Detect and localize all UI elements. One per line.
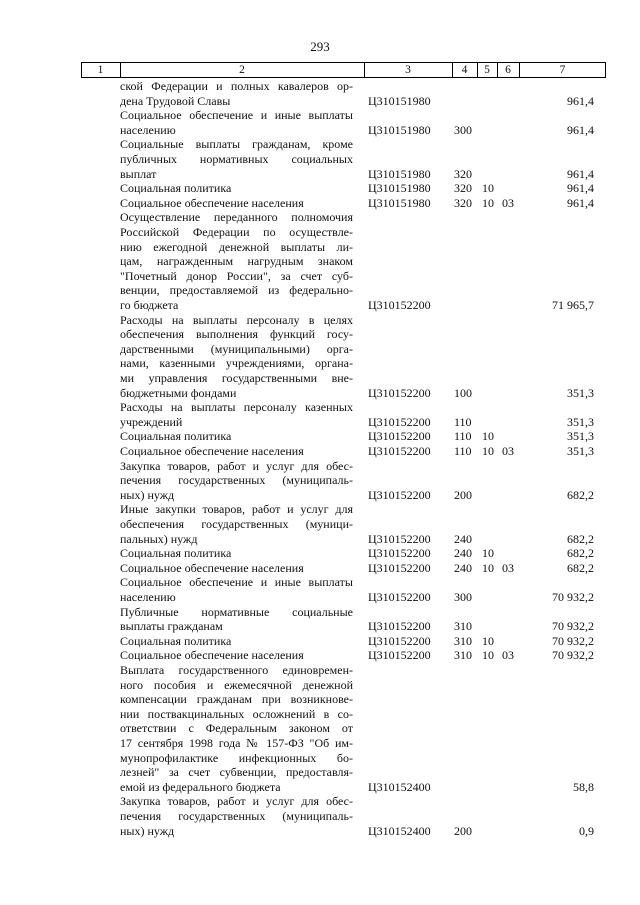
row-expense-type: 110 [454, 429, 472, 444]
row-description [120, 648, 353, 663]
row-description [120, 429, 353, 444]
row-description [120, 634, 353, 649]
row-subsection: 03 [502, 560, 514, 575]
page-number: 293 [310, 39, 330, 54]
row-description [120, 546, 353, 561]
table-row [0, 181, 640, 196]
row-code: Ц310152200 [368, 429, 431, 444]
table-row [0, 546, 640, 561]
row-amount: 682,2 [567, 487, 594, 502]
row-code: Ц310151980 [368, 181, 431, 196]
row-expense-type: 110 [454, 444, 472, 458]
row-amount: 70 932,2 [552, 589, 594, 604]
column-header-1: 1 [97, 64, 104, 76]
description-line: "Почетный донор России", за счет суб- [120, 268, 353, 283]
table-row [0, 137, 640, 181]
row-description [120, 108, 353, 137]
row-amount: 961,4 [567, 122, 594, 137]
description-line: Социальное обеспечение населения [120, 560, 304, 575]
row-expense-type: 320 [454, 195, 472, 210]
description-line: Социальная политика [120, 429, 232, 444]
row-code: Ц310152200 [368, 487, 431, 502]
row-code: Ц310151980 [368, 195, 431, 210]
row-code: Ц310152200 [368, 414, 431, 429]
row-description [120, 79, 353, 108]
description-line: Закупка товаров, работ и услуг для обес- [120, 794, 353, 809]
description-line: выплат [120, 166, 157, 181]
description-line: ного пособия и ежемесячной денежной [120, 677, 353, 692]
row-section: 10 [482, 195, 494, 210]
row-expense-type: 240 [454, 546, 472, 561]
table-row [0, 313, 640, 401]
row-description [120, 459, 353, 503]
row-amount: 961,4 [567, 181, 594, 196]
row-amount: 961,4 [567, 93, 594, 108]
table-row [0, 429, 640, 444]
row-section: 10 [482, 560, 494, 575]
table-row [0, 79, 640, 108]
column-divider [120, 62, 121, 78]
column-divider [364, 62, 365, 78]
description-line: населению [120, 122, 176, 137]
row-code: Ц310152200 [368, 385, 431, 400]
row-amount: 351,3 [567, 414, 594, 429]
column-divider [519, 62, 520, 78]
description-line: Социальная политика [120, 546, 232, 561]
column-header-4: 4 [461, 64, 468, 76]
row-description [120, 502, 353, 546]
column-divider [497, 62, 498, 78]
row-expense-type: 200 [454, 823, 472, 838]
row-expense-type: 200 [454, 487, 472, 502]
row-description [120, 137, 353, 181]
row-amount: 961,4 [567, 195, 594, 210]
row-expense-type: 300 [454, 122, 472, 137]
row-amount: 351,3 [567, 444, 594, 458]
description-line: Российской Федерации по осуществле- [120, 224, 353, 239]
description-line: 17 сентября 1998 года № 157-ФЗ "Об им- [120, 735, 353, 750]
row-subsection: 03 [502, 195, 514, 210]
description-line: Осуществление переданного полномочия [120, 210, 353, 225]
description-line: Выплата государственного единовремен- [120, 663, 353, 677]
description-line: мунопрофилактике инфекционных бо- [120, 750, 353, 765]
row-description [120, 605, 353, 634]
description-line: выплаты гражданам [120, 619, 223, 634]
description-line: Социальное обеспечение населения [120, 195, 304, 210]
row-amount: 58,8 [573, 779, 594, 794]
description-line: нии поствакцинальных осложнений в со- [120, 706, 353, 721]
column-divider [477, 62, 478, 78]
row-section: 10 [482, 546, 494, 561]
row-expense-type: 240 [454, 560, 472, 575]
column-header-5: 5 [484, 64, 490, 76]
table-row [0, 196, 640, 211]
row-section: 10 [482, 648, 494, 663]
description-line: публичных нормативных социальных [120, 151, 353, 166]
row-code: Ц310152200 [368, 444, 431, 458]
description-line: Социальное обеспечение и иные выплаты [120, 108, 353, 123]
description-line: пальных) нужд [120, 531, 198, 546]
table-row [0, 648, 640, 663]
description-line: ных) нужд [120, 487, 175, 502]
row-section: 10 [482, 181, 494, 196]
description-line: Иные закупки товаров, работ и услуг для [120, 502, 353, 517]
row-description [120, 196, 353, 211]
column-header-3: 3 [405, 64, 411, 76]
row-code: Ц310151980 [368, 166, 431, 181]
description-line: Социальная политика [120, 633, 232, 648]
description-line: Расходы на выплаты персоналу казенных [120, 400, 353, 415]
table-row [0, 210, 640, 312]
row-amount: 682,2 [567, 531, 594, 546]
row-code: Ц310152200 [368, 546, 431, 561]
row-amount: 682,2 [567, 546, 594, 561]
row-amount: 351,3 [567, 385, 594, 400]
row-section: 10 [482, 633, 494, 648]
description-line: венции, предоставляемой из федерально- [120, 283, 353, 298]
row-description [120, 210, 353, 312]
row-description [120, 400, 353, 429]
row-code: Ц310152200 [368, 297, 431, 312]
description-line: цам, награжденным нагрудным знаком [120, 254, 353, 269]
row-expense-type: 320 [454, 181, 472, 196]
description-line: ми управления государственными вне- [120, 370, 353, 385]
description-line: дена Трудовой Славы [120, 93, 231, 108]
row-code: Ц310151980 [368, 93, 431, 108]
column-header-7: 7 [559, 64, 566, 76]
row-code: Ц310152400 [368, 823, 431, 838]
row-amount: 70 932,2 [552, 619, 594, 634]
table-row [0, 794, 640, 838]
description-line: обеспечения выполнения функций госу- [120, 327, 353, 342]
column-header-2: 2 [239, 64, 245, 76]
description-line: Социальная политика [120, 181, 232, 196]
table-row [0, 459, 640, 503]
column-divider [81, 62, 82, 78]
description-line: Социальные выплаты гражданам, кроме [120, 137, 353, 152]
description-line: ской Федерации и полных кавалеров ор- [120, 79, 353, 93]
row-expense-type: 100 [454, 385, 472, 400]
row-code: Ц310152200 [368, 648, 431, 663]
table-row [0, 108, 640, 137]
row-code: Ц310152200 [368, 633, 431, 648]
table-row [0, 575, 640, 604]
table-row [0, 444, 640, 459]
table-row [0, 561, 640, 576]
description-line: учреждений [120, 414, 183, 429]
row-expense-type: 300 [454, 589, 472, 604]
table-row [0, 663, 640, 794]
row-amount: 71 965,7 [552, 297, 594, 312]
row-expense-type: 310 [454, 619, 472, 634]
row-amount: 351,3 [567, 429, 594, 444]
row-expense-type: 310 [454, 633, 472, 648]
table-row [0, 605, 640, 634]
description-line: Публичные нормативные социальные [120, 604, 353, 619]
description-line: компенсации гражданам при возникнове- [120, 692, 353, 707]
row-expense-type: 110 [454, 414, 472, 429]
row-description [120, 561, 353, 576]
row-amount: 961,4 [567, 166, 594, 181]
table-row [0, 634, 640, 649]
row-code: Ц310151980 [368, 122, 431, 137]
row-code: Ц310152200 [368, 619, 431, 634]
row-section: 10 [482, 429, 494, 444]
row-description [120, 575, 353, 604]
row-code: Ц310152200 [368, 560, 431, 575]
row-description [120, 181, 353, 196]
description-line: Социальное обеспечение населения [120, 648, 304, 663]
description-line: печения государственных (муниципаль- [120, 808, 353, 823]
table-row [0, 400, 640, 429]
row-amount: 0,9 [579, 823, 594, 838]
description-line: лезней" за счет субвенции, предоставля- [120, 765, 353, 780]
description-line: дарственными (муниципальными) орга- [120, 341, 353, 356]
row-expense-type: 240 [454, 531, 472, 546]
description-line: печения государственных (муниципаль- [120, 473, 353, 488]
description-line: Расходы на выплаты персоналу в целях [120, 312, 353, 327]
row-amount: 682,2 [567, 560, 594, 575]
description-line: Закупка товаров, работ и услуг для обес- [120, 458, 353, 473]
row-description [120, 794, 353, 838]
description-line: нию ежегодной денежной выплаты ли- [120, 239, 353, 254]
description-line: обеспечения государственных (муници- [120, 516, 353, 531]
description-line: го бюджета [120, 297, 179, 312]
row-description [120, 313, 353, 401]
table-column-header [81, 62, 606, 78]
row-amount: 70 932,2 [552, 648, 594, 663]
description-line: нами, казенными учреждениями, органа- [120, 356, 353, 371]
row-description [120, 663, 353, 794]
row-code: Ц310152400 [368, 779, 431, 794]
description-line: Социальное обеспечение населения [120, 444, 304, 458]
column-divider [452, 62, 453, 78]
row-expense-type: 320 [454, 166, 472, 181]
row-amount: 70 932,2 [552, 633, 594, 648]
row-code: Ц310152200 [368, 589, 431, 604]
description-line: ных) нужд [120, 823, 175, 838]
column-header-6: 6 [505, 64, 511, 76]
description-line: ответствии с Федеральным законом от [120, 721, 353, 736]
row-subsection: 03 [502, 444, 514, 458]
table-row [0, 502, 640, 546]
row-subsection: 03 [502, 648, 514, 663]
column-divider [605, 62, 606, 78]
description-line: емой из федерального бюджета [120, 779, 281, 794]
description-line: населению [120, 589, 176, 604]
row-section: 10 [482, 444, 494, 458]
row-code: Ц310152200 [368, 531, 431, 546]
description-line: Социальное обеспечение и иные выплаты [120, 575, 353, 590]
description-line: бюджетными фондами [120, 385, 237, 400]
row-description [120, 444, 353, 459]
row-expense-type: 310 [454, 648, 472, 663]
